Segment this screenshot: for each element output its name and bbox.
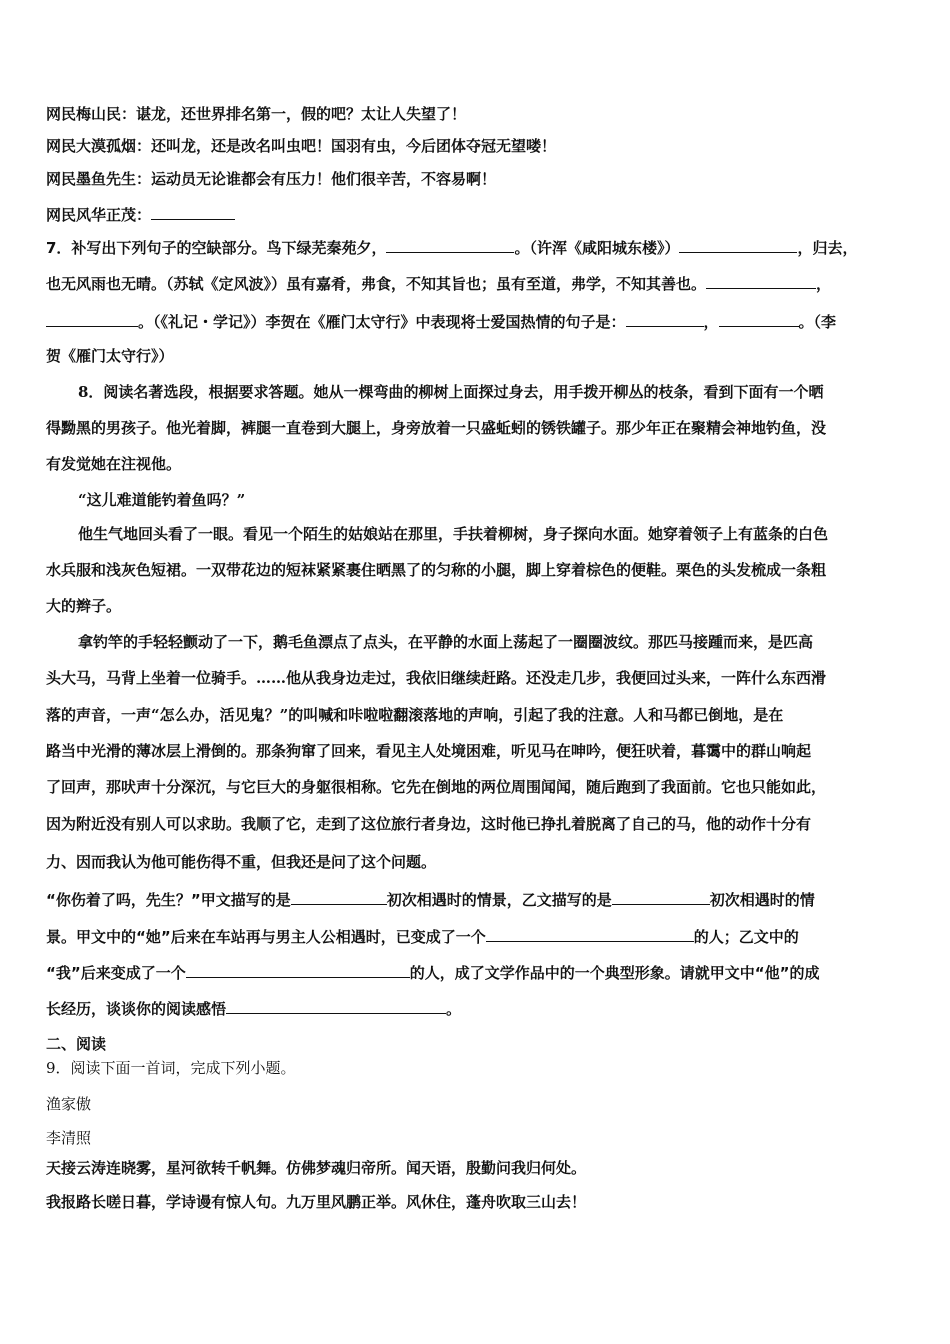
poem-author: 李清照 <box>46 1129 92 1147</box>
poem-title: 渔家傲 <box>46 1095 92 1113</box>
answer-blank[interactable] <box>612 888 710 905</box>
excerpt-b-line-7: 力、因而我认为他可能伤得不重，但我还是问了这个问题。 <box>46 853 437 871</box>
question-9-prompt: 9．阅读下面一首词，完成下列小题。 <box>46 1059 296 1077</box>
excerpt-a-line-2: 水兵服和浅灰色短裙。一双带花边的短袜紧紧裹住晒黑了的匀称的小腿，脚上穿着棕色的便鞋。栗色的头发梳成一条粗 <box>46 561 827 579</box>
question-7-part-d: 也无风雨也无晴。（苏轼《定风波》）虽有嘉肴，弗食，不知其旨也；虽有至道，弗学，不知其善也。 <box>46 275 707 293</box>
excerpt-b-line-6: 因为附近没有别人可以求助。我顺了它，走到了这位旅行者身边，这时他已挣扎着脱离了自己的马，他的动作十分有 <box>46 815 812 833</box>
question-8-answer-part-h: 长经历，谈谈你的阅读感悟 <box>46 1000 227 1018</box>
question-8-answer-line-4 <box>46 997 461 1019</box>
answer-blank[interactable] <box>679 236 797 253</box>
question-7-part-c: ，归去， <box>797 239 858 257</box>
question-7-part-b: 。（许浑《咸阳城东楼》） <box>514 239 680 257</box>
poem-line-2: 我报路长嗟日暮，学诗谩有惊人句。九万里风鹏正举。风休住，蓬舟吹取三山去！ <box>46 1193 587 1211</box>
excerpt-b-line-3: 落的声音，一声“怎么办，活见鬼？”的叫喊和咔啦啦翻滚落地的声响，引起了我的注意。人和马都已倒地，是在 <box>46 706 784 724</box>
answer-blank[interactable] <box>626 310 704 327</box>
answer-blank[interactable] <box>386 236 514 253</box>
question-7-part-e: ， <box>816 275 832 293</box>
question-8-answer-part-c: 初次相遇时的情 <box>709 891 815 909</box>
question-8-answer-line-1 <box>46 888 815 910</box>
question-8-answer-part-i: 。 <box>446 1000 462 1018</box>
question-7-line-4: 贺《雁门太守行》） <box>46 347 174 365</box>
answer-blank[interactable] <box>486 925 694 942</box>
excerpt-a-line-1: 他生气地回头看了一眼。看见一个陌生的姑娘站在那里，手扶着柳树，身子探向水面。她穿着领子上有蓝条的白色 <box>78 525 829 543</box>
question-7-part-f: 。（《礼记・学记》）李贺在《雁门太守行》中表现将士爱国热情的句子是： <box>138 313 626 331</box>
excerpt-b-line-2: 头大马，马背上坐着一位骑手。……他从我身边走过，我依旧继续赶路。还没走几步，我便回过头来，一阵什么东西滑 <box>46 669 827 687</box>
question-7-part-g: ， <box>703 313 719 331</box>
answer-blank[interactable] <box>291 888 387 905</box>
answer-blank[interactable] <box>226 997 446 1014</box>
poem-line-1: 天接云涛连晓雾，星河欲转千帆舞。仿佛梦魂归帝所。闻天语，殷勤问我归何处。 <box>46 1159 587 1177</box>
question-8-answer-part-g: 的人，成了文学作品中的一个典型形象。请就甲文中“他”的成 <box>409 964 820 982</box>
question-8-answer-part-f: “我”后来变成了一个 <box>46 964 186 982</box>
excerpt-b-line-4: 路当中光滑的薄冰层上滑倒的。那条狗窜了回来，看见主人处境困难，听见马在呻吟，便狂吠着，暮霭中的群山响起 <box>46 742 812 760</box>
question-8-answer-line-3 <box>46 961 819 983</box>
question-8-answer-part-b: 初次相遇时的情景，乙文描写的是 <box>386 891 612 909</box>
answer-blank[interactable] <box>151 203 235 220</box>
question-8-answer-line-2 <box>46 925 799 947</box>
question-7-part-a: 7．补写出下列句子的空缺部分。鸟下绿芜秦苑夕， <box>46 239 387 257</box>
excerpt-a-line-3: 大的辫子。 <box>46 597 122 615</box>
answer-blank[interactable] <box>706 272 816 289</box>
question-8-line-3: 有发觉她在注视他。 <box>46 455 182 473</box>
question-8-line-2: 得黝黑的男孩子。他光着脚，裤腿一直卷到大腿上，身旁放着一只盛蚯蚓的锈铁罐子。那少年正在聚精会神地钓鱼，没 <box>46 419 827 437</box>
excerpt-b-line-1: 拿钓竿的手轻轻颤动了一下，鹅毛鱼漂点了点头，在平静的水面上荡起了一圈圈波纹。那匹马接踵而来，是匹高 <box>78 633 814 651</box>
question-7-line-2 <box>46 272 831 294</box>
netizen-comment-2: 网民大漠孤烟：还叫龙，还是改名叫虫吧！国羽有虫，今后团体夺冠无望喽！ <box>46 137 557 155</box>
question-8-line-1: 8．阅读名著选段，根据要求答题。她从一棵弯曲的柳树上面探过身去，用手拨开柳丛的枝条，看到下面有一个晒 <box>78 383 824 401</box>
netizen-comment-3: 网民墨鱼先生：运动员无论谁都会有压力！他们很辛苦，不容易啊！ <box>46 170 497 188</box>
question-7-part-h: 。（李 <box>798 313 837 331</box>
netizen-comment-4 <box>46 203 235 225</box>
question-7-line-3 <box>46 310 836 332</box>
netizen-comment-4-label: 网民风华正茂： <box>46 206 152 224</box>
question-8-answer-part-a: “你伤着了吗，先生？”甲文描写的是 <box>46 891 291 909</box>
dialogue-line: “这儿难道能钓着鱼吗？” <box>78 491 246 509</box>
question-8-answer-part-d: 景。甲文中的“她”后来在车站再与男主人公相遇时，已变成了一个 <box>46 928 486 946</box>
netizen-comment-1: 网民梅山民：谌龙，还世界排名第一，假的吧？太让人失望了！ <box>46 105 467 123</box>
excerpt-b-line-5: 了回声，那吠声十分深沉，与它巨大的身躯很相称。它先在倒地的两位周围闻闻，随后跑到了我面前。它也只能如此， <box>46 778 827 796</box>
answer-blank[interactable] <box>719 310 799 327</box>
answer-blank[interactable] <box>46 310 138 327</box>
question-8-answer-part-e: 的人；乙文中的 <box>693 928 799 946</box>
section-heading: 二、阅读 <box>46 1035 107 1053</box>
answer-blank[interactable] <box>186 961 410 978</box>
question-7-line-1 <box>46 236 857 258</box>
